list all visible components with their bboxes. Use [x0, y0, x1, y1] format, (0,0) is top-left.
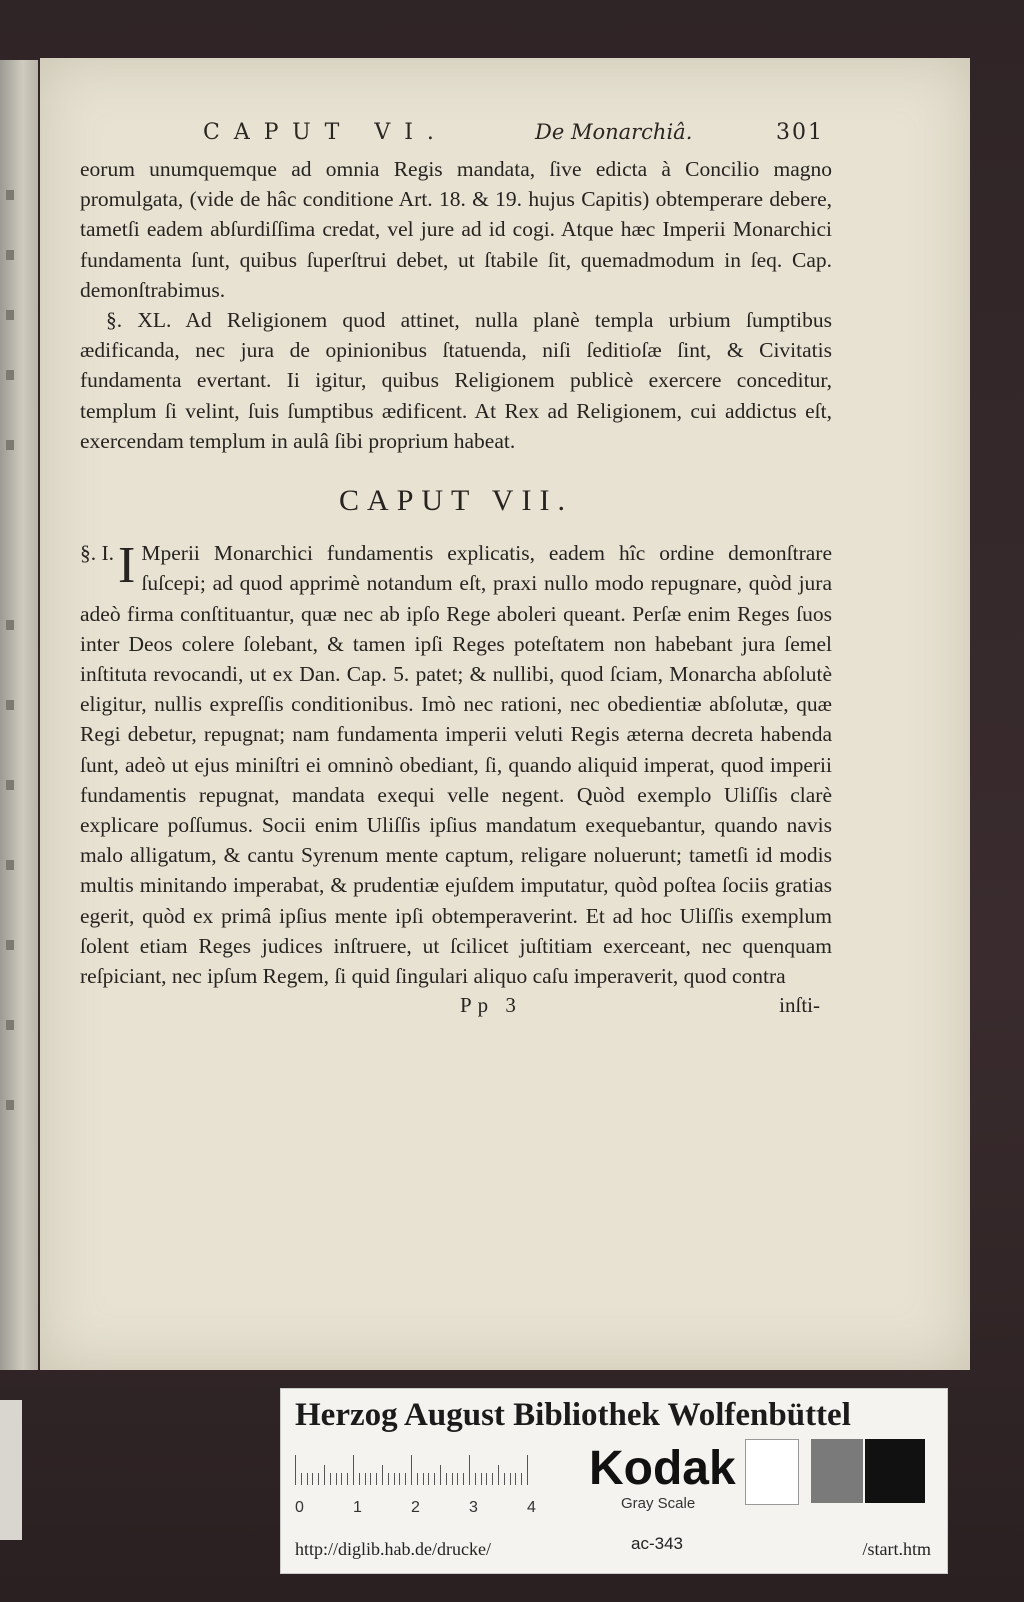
ruler-tick — [347, 1473, 348, 1485]
ruler — [295, 1455, 560, 1485]
ruler-tick — [388, 1473, 389, 1485]
text-block — [80, 120, 832, 1023]
catchword: inſti- — [779, 993, 820, 1018]
page-footer — [80, 993, 832, 1023]
ruler-tick — [457, 1473, 458, 1485]
facing-page-edge — [0, 60, 38, 1370]
paragraph-section-xl: §. XL. Ad Religionem quod attinet, nulla planè templa urbium ſumptibus ædificanda, nec jura de opinionibus ſtatuenda, niſi ſeditioſæ ſint, & Civitatis fundamenta evertant. Ii igitur, quibus Religionem publicè exercere conceditur, templum ſi velint, ſuis ſumptibus ædificent. At Rex ad Religionem, cui addictus eſt, exercendam templum in aulâ ſibi proprium habeat. — [80, 308, 832, 453]
ruler-numbers — [295, 1499, 555, 1521]
running-head — [80, 120, 832, 154]
section-i-text: Mperii Monarchici fundamentis explicatis, eadem hîc ordine demonſtrare ſuſcepi; ad quod apprimè notandum eſt, praxi nullo modo repugnare, quòd jura adeò firma conſtituantur, quæ nec ab ipſo Rege aboleri queant. Perſæ enim Reges ſuos inter Deos colere ſolebant, & tamen ipſi Reges poteſtatem non habebant jura ſemel inſtituta revocandi, ut ex Dan. Cap. 5. patet; & nullibi, quod ſciam, Monarcha abſolutè eligitur, nullis expreſſis conditionibus. Imò nec rationi, nec obedientiæ abſolutæ, quæ Regi debetur, repugnat; nam fundamenta imperii veluti Regis æterna decreta habenda ſunt, adeò ut ejus miniſtri ei omninò obediant, ſi, quando aliquid imperat, quod imperii fundamentis repugnat, mandata exequi velle negent. Quòd exemplo Uliſſis clarè explicare poſſumus. Socii enim Uliſſis ipſius mandatum exequebantur, quando navis malo alligatum, & cantu Syrenum mente captum, religare noluerunt; tametſi id modis multis minitando imperabat, & prudentiæ ejuſdem imputatur, quòd poſtea ſociis gratias egerit, quòd ex primâ ipſius mente ipſi obtemperaverint. Et ad hoc Uliſſis exemplum ſolent etiam Reges judices inſtruere, ut ſcilicet juſtitiam exerceant, nec quenquam reſpiciant, nec ipſum Regem, ſi quid ſingulari aliquo caſu imperaverit, quod contra — [80, 541, 832, 989]
ruler-number: 3 — [469, 1499, 478, 1516]
ruler-tick — [486, 1473, 487, 1485]
url-right: /start.htm — [862, 1539, 931, 1559]
gray-scale-label: Gray Scale — [621, 1495, 696, 1512]
ruler-tick — [510, 1473, 511, 1485]
ruler-number: 4 — [527, 1499, 536, 1516]
ruler-tick — [399, 1473, 400, 1485]
ruler-tick — [405, 1473, 406, 1485]
ruler-tick — [307, 1473, 308, 1485]
ruler-tick — [428, 1473, 429, 1485]
ruler-tick — [376, 1473, 377, 1485]
ruler-tick — [475, 1473, 476, 1485]
ruler-tick — [446, 1473, 447, 1485]
ruler-tick — [370, 1473, 371, 1485]
gray-patch-white — [745, 1439, 799, 1505]
drop-cap: I — [118, 537, 136, 595]
ruler-tick — [301, 1473, 302, 1485]
page-tab — [0, 1400, 22, 1540]
ruler-number: 2 — [411, 1499, 420, 1516]
paragraph-continuation: eorum unumquemque ad omnia Regis mandata, ſive edicta à Concilio magno promulgata, (vide de hâc conditione Art. 18. & 19. hujus Capitis) obtemperare debere, tametſi eadem abſurdiſſima credat, vel jure ad id cogi. Atque hæc Imperii Monarchici fundamenta ſunt, quibus ſuperſtrui debet, ut ſtabile ſit, quemadmodum in ſeq. Cap. demonſtrabimus. — [80, 157, 832, 302]
ruler-number: 1 — [353, 1499, 362, 1516]
ruler-tick — [411, 1455, 412, 1485]
ruler-tick — [382, 1465, 383, 1485]
ruler-tick — [336, 1473, 337, 1485]
ruler-tick — [504, 1473, 505, 1485]
running-head-chapter: CAPUT VI. — [203, 120, 448, 145]
ruler-tick — [498, 1465, 499, 1485]
url-left: http://diglib.hab.de/drucke/ — [295, 1539, 491, 1559]
book-page — [40, 58, 970, 1370]
ruler-tick — [452, 1473, 453, 1485]
shelfmark-code: ac-343 — [631, 1534, 683, 1553]
gray-patch-black — [865, 1439, 925, 1503]
ruler-tick — [463, 1473, 464, 1485]
color-target-card — [280, 1388, 948, 1574]
ruler-tick — [423, 1473, 424, 1485]
ruler-tick — [312, 1473, 313, 1485]
ruler-tick — [521, 1473, 522, 1485]
paragraph-section-i — [80, 538, 832, 991]
ruler-tick — [434, 1473, 435, 1485]
ruler-tick — [469, 1455, 470, 1485]
ruler-tick — [324, 1465, 325, 1485]
ruler-tick — [417, 1473, 418, 1485]
ruler-tick — [440, 1465, 441, 1485]
gray-patch-mid — [811, 1439, 863, 1503]
ruler-tick — [481, 1473, 482, 1485]
ruler-number: 0 — [295, 1499, 304, 1516]
ruler-tick — [359, 1473, 360, 1485]
section-label: §. I. — [80, 541, 115, 566]
ruler-tick — [365, 1473, 366, 1485]
ruler-tick — [515, 1473, 516, 1485]
ruler-tick — [330, 1473, 331, 1485]
ruler-tick — [295, 1455, 296, 1485]
page-number: 301 — [776, 120, 824, 145]
ruler-tick — [527, 1455, 528, 1485]
chapter-heading: CAPUT VII. — [339, 484, 573, 518]
signature-mark: Pp 3 — [460, 993, 522, 1018]
library-name: Herzog August Bibliothek Wolfenbüttel — [295, 1397, 851, 1433]
ruler-tick — [394, 1473, 395, 1485]
ruler-tick — [341, 1473, 342, 1485]
body-text — [80, 154, 832, 991]
ruler-tick — [353, 1455, 354, 1485]
running-head-title: De Monarchiâ. — [535, 120, 693, 144]
ruler-tick — [318, 1473, 319, 1485]
kodak-logo: Kodak — [589, 1442, 736, 1495]
ruler-tick — [492, 1473, 493, 1485]
